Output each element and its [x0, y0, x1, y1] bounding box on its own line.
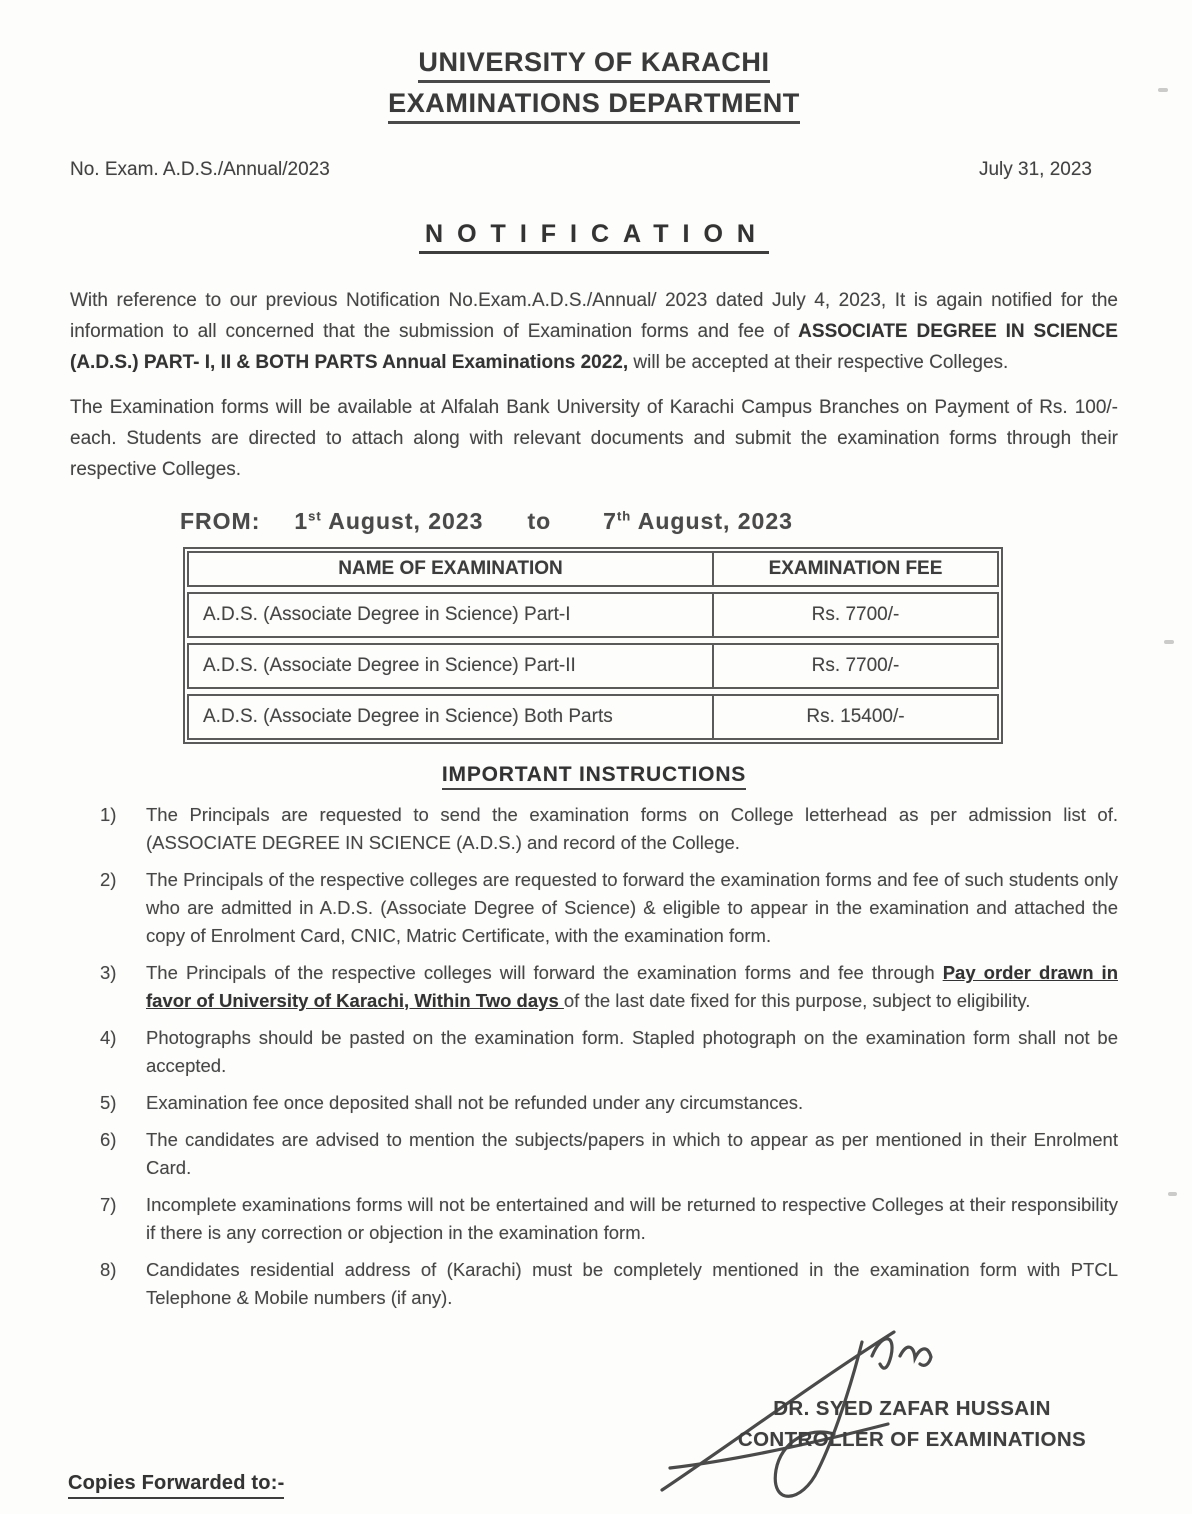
header-name-of-examination: NAME OF EXAMINATION [189, 553, 714, 585]
item-text: Examination fee once deposited shall not be refunded under any circumstances. [146, 1092, 804, 1113]
fee-table [183, 547, 1003, 744]
document-date: July 31, 2023 [978, 159, 1092, 180]
letterhead [70, 44, 1118, 126]
item-number: 7) [100, 1194, 117, 1215]
item-text [146, 959, 1118, 1015]
item-number: 8) [100, 1259, 117, 1280]
paragraph-1 [70, 285, 1118, 378]
item-text: Photographs should be pasted on the examination form. Stapled photograph on the examination form shall not be accepted. [146, 1027, 1118, 1076]
table-row [187, 643, 999, 689]
item-text: The Principals of the respective colleges are requested to forward the examination forms and fee of such students only who are admitted in A.D.S. (Associate Degree of Science) & eligible to appear in the examination and attached the copy of Enrolment Card, CNIC, Matric Certificate, with the examination form. [146, 869, 1118, 946]
exam-fee-cell: Rs. 7700/- [811, 604, 900, 625]
list-item [70, 1089, 1118, 1117]
exam-name-cell: A.D.S. (Associate Degree in Science) Both Parts [189, 696, 714, 738]
item-number: 1) [100, 804, 117, 825]
list-item [70, 1024, 1118, 1080]
paragraph-2: The Examination forms will be available at Alfalah Bank University of Karachi Campus Branches on Payment of Rs. 100/- each. Students are directed to attach along with relevant documents and submit the examination forms through their respective Colleges. [70, 397, 1118, 480]
item-number: 6) [100, 1129, 117, 1150]
signature-block [712, 1393, 1112, 1455]
reference-row [70, 159, 1118, 181]
item-number: 4) [100, 1027, 117, 1048]
item-text: The candidates are advised to mention the subjects/papers in which to appear as per mentioned in their Enrolment Card. [146, 1129, 1118, 1178]
start-date-rest: August, 2023 [321, 508, 484, 534]
from-label: FROM: [180, 508, 261, 534]
item-number: 2) [100, 869, 117, 890]
reference-number: No. Exam. A.D.S./Annual/2023 [70, 159, 330, 180]
submission-period-line [180, 508, 1118, 535]
item-text: Incomplete examinations forms will not be entertained and will be returned to respective Colleges at their responsibility if there is any correction or objection in the examination form. [146, 1194, 1118, 1243]
item-text: Candidates residential address of (Karachi) must be completely mentioned in the examination form with PTCL Telephone & Mobile numbers (if any). [146, 1259, 1118, 1308]
signatory-name: DR. SYED ZAFAR HUSSAIN [773, 1397, 1051, 1420]
dept-name: EXAMINATIONS DEPARTMENT [388, 85, 800, 124]
copies-forwarded-label: Copies Forwarded to:- [68, 1472, 284, 1499]
list-item [70, 801, 1118, 857]
instructions-list [70, 801, 1118, 1312]
table-row [187, 694, 999, 740]
list-item [70, 866, 1118, 950]
item-number: 3) [100, 962, 117, 983]
instructions-heading-wrap [70, 763, 1118, 787]
item-3-tail: of the last date fixed for this purpose, subject to eligibility. [563, 990, 1031, 1011]
item-3-lead: The Principals of the respective colleges will forward the examination forms and fee through [146, 962, 943, 983]
to-label: to [527, 508, 552, 534]
list-item [70, 1256, 1118, 1312]
list-item [70, 1126, 1118, 1182]
exam-fee-cell: Rs. 15400/- [806, 706, 905, 727]
item-3-emphasis: Pay order drawn in favor of University of Karachi, Within Two days [146, 962, 1118, 1011]
exam-name-cell: A.D.S. (Associate Degree in Science) Part-II [189, 645, 714, 687]
instructions-heading: IMPORTANT INSTRUCTIONS [442, 763, 746, 790]
start-date-day: 1 [294, 508, 309, 534]
start-date-ordinal: st [308, 508, 322, 524]
scan-artifact [1158, 88, 1168, 92]
scan-artifact [1164, 640, 1174, 644]
table-row [187, 592, 999, 638]
end-date-rest: August, 2023 [631, 508, 793, 534]
paragraph-1-lead: With reference to our previous Notification No.Exam.A.D.S./Annual/ 2023 dated July 4, 2023, It is again notified for the information to all concerned that the submission of Examination forms and fee of [70, 290, 1118, 342]
list-item [70, 959, 1118, 1015]
signatory-title: CONTROLLER OF EXAMINATIONS [737, 1428, 1087, 1451]
end-date-day: 7 [603, 508, 617, 534]
scan-artifact [1168, 1192, 1177, 1196]
fee-table-header-row [187, 551, 999, 587]
exam-fee-cell: Rs. 7700/- [811, 655, 900, 676]
item-number: 5) [100, 1092, 117, 1113]
list-item [70, 1191, 1118, 1247]
item-text: The Principals are requested to send the examination forms on College letterhead as per admission list of. (ASSOCIATE DEGREE IN SCIENCE (A.D.S.) and record of the College. [146, 804, 1118, 853]
notification-title: NOTIFICATION [419, 220, 769, 254]
paragraph-1-tail: will be accepted at their respective Colleges. [628, 352, 1009, 373]
end-date-ordinal: th [616, 508, 632, 524]
org-name: UNIVERSITY OF KARACHI [418, 44, 769, 83]
paragraph-1-bold: ASSOCIATE DEGREE IN SCIENCE (A.D.S.) PART- I, II & BOTH PARTS Annual Examinations 2022, [70, 321, 1118, 373]
header-examination-fee: EXAMINATION FEE [768, 558, 943, 579]
exam-name-cell: A.D.S. (Associate Degree in Science) Part-I [189, 594, 714, 636]
notification-title-wrap [70, 220, 1118, 249]
